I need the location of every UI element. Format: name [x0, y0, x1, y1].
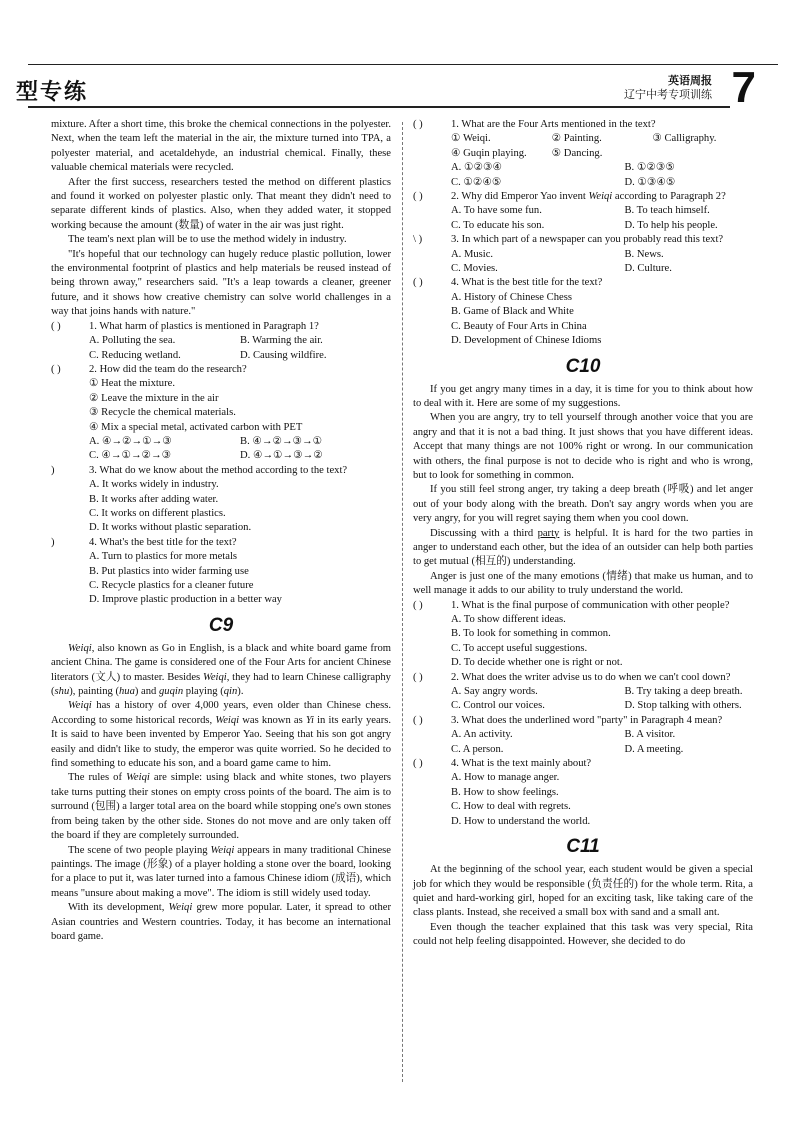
option: A. To have some fun.	[451, 205, 542, 217]
option: B. Try taking a deep breath.	[624, 686, 743, 698]
question-text: 3. What does the underlined word "party" in Paragraph 4 mean?	[451, 714, 723, 726]
option: C. It works on different plastics.	[89, 507, 226, 519]
passage-paragraph: Weiqi has a history of over 4,000 years, even older than Chinese chess. According to some historical records, Weiqi was known as Yi in its early years. It is said to have been invented by Emperor Yao. Seeing that his son got angry easily and didn't like to study, the emperor was quite worried. So he decided to find something to educate his son, and a board game came to him.	[51, 700, 392, 770]
section-title: 型专练	[16, 79, 89, 105]
underlined-word: party	[537, 527, 560, 539]
answer-bracket[interactable]: ( )	[413, 758, 423, 770]
question-text: 2. Why did Emperor Yao invent Weiqi according to Paragraph 2?	[451, 191, 726, 203]
passage-paragraph: Weiqi, also known as Go in English, is a black and white board game from ancient China. The game is considered one of the Four Arts for ancient Chinese literators (文人) to master. Besides Weiqi, they had to learn Chinese calligraphy (shu), painting (hua) and guqin playing (qin).	[51, 642, 391, 698]
option: C. How to deal with regrets.	[451, 801, 571, 813]
option: C. Control our voices.	[451, 700, 545, 712]
question-3	[413, 233, 753, 247]
question-1	[51, 320, 391, 334]
question-text: 4. What is the text mainly about?	[451, 758, 592, 770]
question-text: 1. What harm of plastics is mentioned in Paragraph 1?	[89, 320, 319, 332]
passage-paragraph: "It's hopeful that our technology can hugely reduce plastic pollution, lower the environmental footprint of plastics and help materials be reused instead of being thrown away," researchers said. "It's a leap towards a cleaner, greener future, and it shows how creative chemistry can solve world challenges in a way that joins hands with nature."	[51, 248, 391, 318]
question-text: 4. What is the best title for the text?	[451, 277, 603, 289]
option: D. To help his people.	[624, 219, 718, 231]
option: D. To decide whether one is right or not.	[451, 657, 623, 669]
step-item: ① Heat the mixture.	[89, 378, 175, 390]
publication-brand	[624, 74, 712, 102]
left-column	[51, 118, 391, 944]
option: B. A visitor.	[624, 729, 676, 741]
item-list	[451, 132, 753, 161]
answer-bracket[interactable]: ( )	[413, 191, 423, 203]
list-item: ① Weiqi.	[451, 133, 491, 145]
question-2	[413, 190, 753, 204]
header-rule-top	[28, 64, 778, 65]
answer-bracket[interactable]: ( )	[413, 714, 423, 726]
option: D. Development of Chinese Idioms	[451, 335, 602, 347]
passage-paragraph: When you are angry, try to tell yourself through another voice that you are angry and that it is not a bad thing. It just shows that you have different ideas. Accept that many things are not 100% right or wrong. In our communication with others, the final purpose is not to decide who is right and who is wrong, but to look for something in common.	[413, 412, 753, 481]
page-header	[0, 0, 800, 120]
answer-bracket[interactable]: )	[51, 536, 55, 548]
question-1	[413, 599, 753, 613]
passage-paragraph: Even though the teacher explained that this task was very special, Rita could not help feeling disappointed. However, she decided to do	[413, 921, 753, 948]
option: A. To show different ideas.	[451, 614, 566, 625]
question-text: 4. What's the best title for the text?	[89, 536, 237, 548]
option: C. ④→①→②→③	[89, 450, 172, 462]
option: A. It works widely in industry.	[89, 479, 219, 491]
option: B. News.	[624, 248, 664, 260]
step-list	[89, 377, 391, 435]
answer-bracket[interactable]: ( )	[413, 277, 423, 289]
step-item: ③ Recycle the chemical materials.	[89, 407, 236, 419]
section-heading-c10: C10	[565, 355, 601, 377]
option: B. Warming the air.	[240, 335, 323, 347]
answer-bracket[interactable]: ( )	[51, 320, 61, 332]
page-number: 7	[731, 63, 756, 112]
step-item: ④ Mix a special metal, activated carbon with PET	[89, 421, 303, 433]
passage-paragraph: Discussing with a third party is helpful. It is hard for the two parties in anger to understand each other, but the idea of an outsider can help both parties to get mutual (相互的) understanding.	[413, 527, 753, 568]
option: D. Culture.	[624, 263, 672, 275]
options	[451, 161, 753, 190]
option: D. How to understand the world.	[451, 815, 591, 827]
list-item: ④ Guqin playing.	[451, 147, 527, 159]
passage-paragraph: If you get angry many times in a day, it is time for you to think about how to deal with it. Here are some of my suggestions.	[413, 383, 753, 409]
column-divider	[402, 122, 403, 1082]
options	[89, 478, 391, 536]
passage-paragraph: After the first success, researchers tested the method on different plastics and found it worked on polyester plastic only. That meant they didn't need to separate different kinds of plastics. Also, when they added water, it stopped working because the amount (数量) of water in the air was just right.	[51, 176, 391, 231]
list-item: ③ Calligraphy.	[652, 133, 717, 145]
option: A. Say angry words.	[451, 686, 538, 698]
options	[89, 550, 391, 608]
options	[89, 334, 391, 363]
question-text: 3. In which part of a newspaper can you probably read this text?	[451, 234, 724, 246]
options	[89, 435, 391, 464]
question-2	[51, 363, 391, 377]
answer-bracket[interactable]: ( )	[413, 671, 423, 683]
answer-bracket[interactable]: )	[51, 464, 55, 476]
right-column	[413, 118, 753, 950]
option: A. How to manage anger.	[451, 772, 560, 784]
answer-bracket[interactable]: ( )	[51, 363, 61, 375]
option: C. To accept useful suggestions.	[451, 642, 588, 654]
list-item: ⑤ Dancing.	[551, 147, 603, 159]
brand-subtitle: 辽宁中考专项训练	[624, 89, 712, 101]
option: D. Improve plastic production in a better way	[89, 594, 282, 606]
option: C. Recycle plastics for a cleaner future	[89, 580, 254, 591]
step-item: ② Leave the mixture in the air	[89, 392, 219, 404]
passage-paragraph: The team's next plan will be to use the method widely in industry.	[67, 234, 347, 246]
options	[451, 248, 753, 277]
answer-bracket[interactable]: ( )	[413, 599, 423, 611]
passage-paragraph: Anger is just one of the many emotions (情绪) that make us human, and to well manage it adds to our ability to truly understand the world.	[413, 570, 753, 597]
option: B. To look for something in common.	[451, 628, 611, 640]
option: A. An activity.	[451, 729, 513, 741]
passage-paragraph: With its development, Weiqi grew more popular. Later, it spread to other Asian countries and Western countries. Today, it has become an international board game.	[51, 902, 391, 942]
options	[451, 613, 753, 671]
passage-paragraph: At the beginning of the school year, each student would be given a special job for which they would be responsible (负责任的) for the whole term. Rita, a quiet and hard-working girl, hoped for an exciting task, like taking care of the class plants. Instead, she received a small box with sand and a small ant.	[413, 864, 753, 919]
option: A. Music.	[451, 248, 494, 260]
passage-paragraph: The scene of two people playing Weiqi appears in many traditional Chinese paintings. The image (形象) of a player holding a stone over the board, looking for a place to put it, was later turned into a famous Chinese idiom (成语), which means "unsure about making a move". The idiom is still widely used today.	[51, 844, 391, 899]
options	[451, 728, 753, 757]
option: B. Game of Black and White	[451, 306, 574, 318]
option: C. Beauty of Four Arts in China	[451, 320, 587, 332]
section-heading-c11: C11	[566, 836, 600, 858]
option: B. Put plastics into wider farming use	[89, 565, 249, 577]
option: C. To educate his son.	[451, 219, 545, 231]
option: D. A meeting.	[624, 743, 684, 755]
passage-paragraph: mixture. After a short time, this broke the chemical connections in the polyester. Next, when the team left the material in the air, the mixture turned into TPA, a polyester material, and acetaldehyde, an industrial chemical. Finally, these valuable chemical materials were recycled.	[51, 119, 391, 174]
question-3	[51, 464, 391, 478]
question-4	[413, 757, 753, 771]
question-4	[413, 276, 753, 290]
question-4	[51, 536, 391, 550]
question-text: 1. What is the final purpose of communication with other people?	[451, 599, 730, 611]
section-heading-c9: C9	[208, 614, 234, 636]
header-rule-bottom	[28, 106, 730, 108]
option: C. ①②④⑤	[451, 176, 502, 188]
brand-name: 英语周报	[668, 75, 712, 87]
option: D. It works without plastic separation.	[89, 522, 252, 534]
option: B. It works after adding water.	[89, 493, 219, 505]
option: A. ①②③④	[451, 162, 502, 174]
option: D. ①③④⑤	[624, 176, 676, 188]
question-text: 2. What does the writer advise us to do when we can't cool down?	[451, 671, 731, 683]
option: D. ④→①→③→②	[240, 450, 323, 462]
option: A. ④→②→①→③	[89, 435, 172, 447]
options	[451, 771, 753, 829]
option: D. Stop talking with others.	[624, 700, 742, 712]
option: B. To teach himself.	[624, 205, 710, 217]
option: C. Movies.	[451, 263, 498, 275]
options	[451, 685, 753, 714]
option: A. Polluting the sea.	[89, 335, 176, 347]
option: A. Turn to plastics for more metals	[89, 551, 238, 563]
question-2	[413, 671, 753, 685]
option: B. ④→②→③→①	[240, 435, 323, 447]
option: D. Causing wildfire.	[240, 349, 327, 361]
passage-paragraph: If you still feel strong anger, try taking a deep breath (呼吸) and let anger out of your body along with the breath. Don't say angry words when you are very angry, for you will regret saying them when you cool down.	[413, 484, 753, 525]
question-3	[413, 714, 753, 728]
question-text: 3. What do we know about the method according to the text?	[89, 464, 348, 476]
answer-bracket[interactable]: ( )	[413, 119, 423, 130]
options	[451, 204, 753, 233]
option: C. A person.	[451, 743, 504, 755]
question-1	[413, 118, 753, 132]
passage-paragraph: The rules of Weiqi are simple: using black and white stones, two players take turns putting their stones on empty cross points of the board. The aim is to surround (包围) a larger total area on the board while stopping one's own stones from being taken by the other side. Stones do not move and are only taken off the board if they are completely surrounded.	[51, 772, 391, 842]
options	[451, 291, 753, 349]
option: A. History of Chinese Chess	[451, 291, 572, 303]
question-text: 1. What are the Four Arts mentioned in the text?	[451, 119, 656, 130]
list-item: ② Painting.	[551, 133, 602, 145]
answer-bracket[interactable]: \ )	[413, 234, 423, 246]
option: B. ①②③⑤	[624, 162, 675, 174]
option: B. How to show feelings.	[451, 786, 559, 798]
question-text: 2. How did the team do the research?	[89, 363, 247, 375]
option: C. Reducing wetland.	[89, 349, 181, 361]
